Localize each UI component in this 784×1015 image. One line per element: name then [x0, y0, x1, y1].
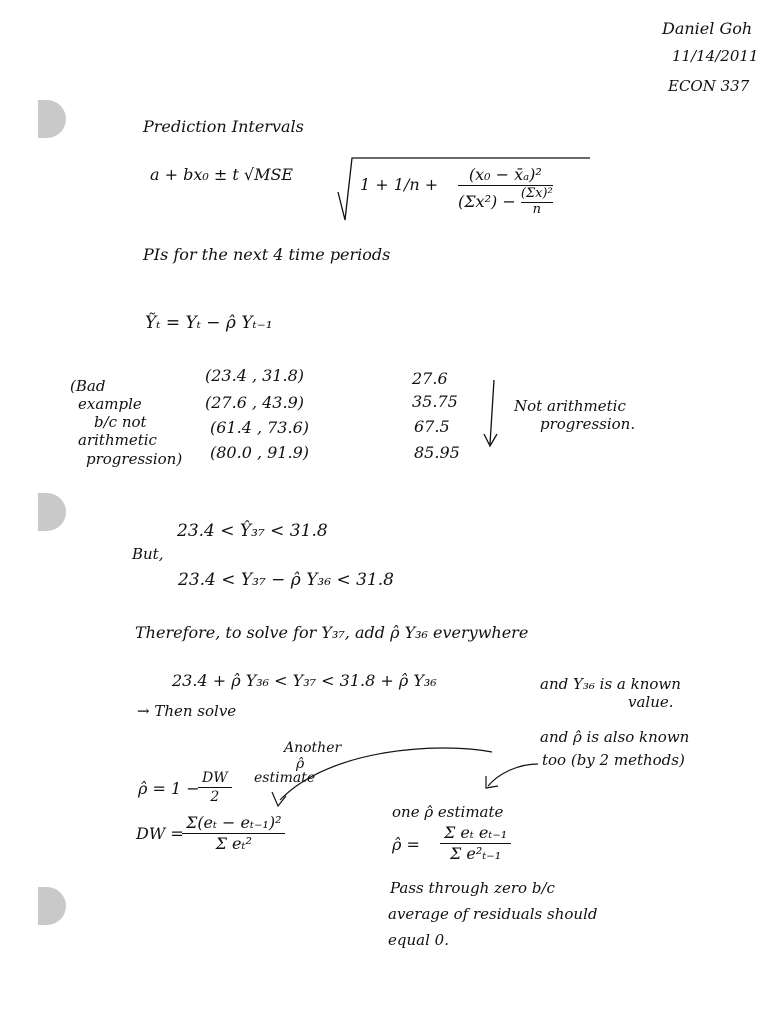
pi-formula-numerator: (x₀ − x̄ₐ)²: [458, 166, 553, 186]
interval-4: (80.0 , 91.9): [210, 443, 309, 462]
interval-2: (27.6 , 43.9): [205, 393, 304, 412]
rho-dw-num: DW: [198, 770, 232, 788]
bad-example-line-5: progression): [86, 450, 183, 468]
rho-one-fraction: [440, 824, 511, 864]
inequality-2: 23.4 < Y₃₇ − ρ̂ Y₃₆ < 31.8: [178, 570, 394, 590]
author-name: Daniel Goh: [662, 19, 753, 38]
another-estimate-line-1: Another: [284, 740, 342, 756]
interval-1-mid: 27.6: [412, 369, 448, 388]
pass-note-line-3: equal 0.: [388, 931, 449, 949]
dw-fraction: [182, 814, 285, 854]
rho-known-line-1: and ρ̂ is also known: [540, 728, 690, 746]
interval-2-mid: 35.75: [412, 392, 458, 411]
pi-formula-lhs: a + bx₀ ± t √MSE: [150, 165, 294, 184]
pi-denominator-inner-den: n: [532, 202, 541, 218]
bad-example-line-4: arithmetic: [78, 431, 157, 449]
y36-note-line-1: and Y₃₆ is a known: [540, 675, 681, 693]
interval-1: (23.4 , 31.8): [205, 366, 304, 385]
ytilde-equation: Ỹₜ = Yₜ − ρ̂ Yₜ₋₁: [145, 313, 273, 333]
pis-note: PIs for the next 4 time periods: [143, 245, 391, 264]
rho-one-num: Σ eₜ eₜ₋₁: [440, 824, 511, 844]
section-title: Prediction Intervals: [143, 117, 304, 136]
inequality-3: 23.4 + ρ̂ Y₃₆ < Y₃₇ < 31.8 + ρ̂ Y₃₆: [172, 671, 437, 690]
one-estimate-label: one ρ̂ estimate: [392, 803, 504, 821]
inequality-1: 23.4 < Ŷ₃₇ < 31.8: [177, 521, 328, 541]
rho-dw-fraction: [198, 770, 232, 805]
rho-dw-den: 2: [210, 789, 220, 806]
pass-note-line-2: average of residuals should: [388, 905, 598, 923]
then-solve: → Then solve: [137, 702, 237, 720]
bad-example-line-3: b/c not: [94, 413, 147, 431]
interval-3-mid: 67.5: [414, 417, 450, 436]
bad-example-line-2: example: [78, 395, 142, 413]
interval-4-mid: 85.95: [414, 443, 460, 462]
but-label: But,: [132, 545, 164, 563]
rho-one-lhs: ρ̂ =: [392, 835, 420, 854]
another-estimate-line-3: estimate: [254, 770, 316, 786]
pi-formula-denominator-left: (Σx²) −: [458, 192, 516, 212]
another-estimate-rho: ρ̂: [296, 756, 305, 772]
dw-num: Σ(eₜ − eₜ₋₁)²: [182, 814, 285, 834]
y36-note-line-2: value.: [628, 693, 674, 711]
not-arith-line-2: progression.: [540, 415, 636, 433]
not-arith-line-1: Not arithmetic: [514, 397, 626, 415]
rho-dw-lhs: ρ̂ = 1 −: [138, 779, 200, 798]
note-date: 11/14/2011: [672, 47, 759, 65]
dw-lhs: DW =: [136, 824, 184, 843]
rho-known-line-2: too (by 2 methods): [542, 751, 685, 769]
pass-note-line-1: Pass through zero b/c: [390, 879, 555, 897]
dw-den: Σ eₜ²: [215, 834, 252, 854]
rho-one-den: Σ e²ₜ₋₁: [450, 844, 502, 864]
interval-3: (61.4 , 73.6): [210, 418, 309, 437]
pi-formula-one-plus: 1 + 1/n +: [360, 175, 439, 194]
pi-denominator-inner-num: (Σx)²: [520, 186, 553, 202]
therefore-line: Therefore, to solve for Y₃₇, add ρ̂ Y₃₆ everywhere: [135, 623, 529, 642]
bad-example-line-1: (Bad: [70, 377, 106, 395]
course-code: ECON 337: [668, 77, 750, 95]
